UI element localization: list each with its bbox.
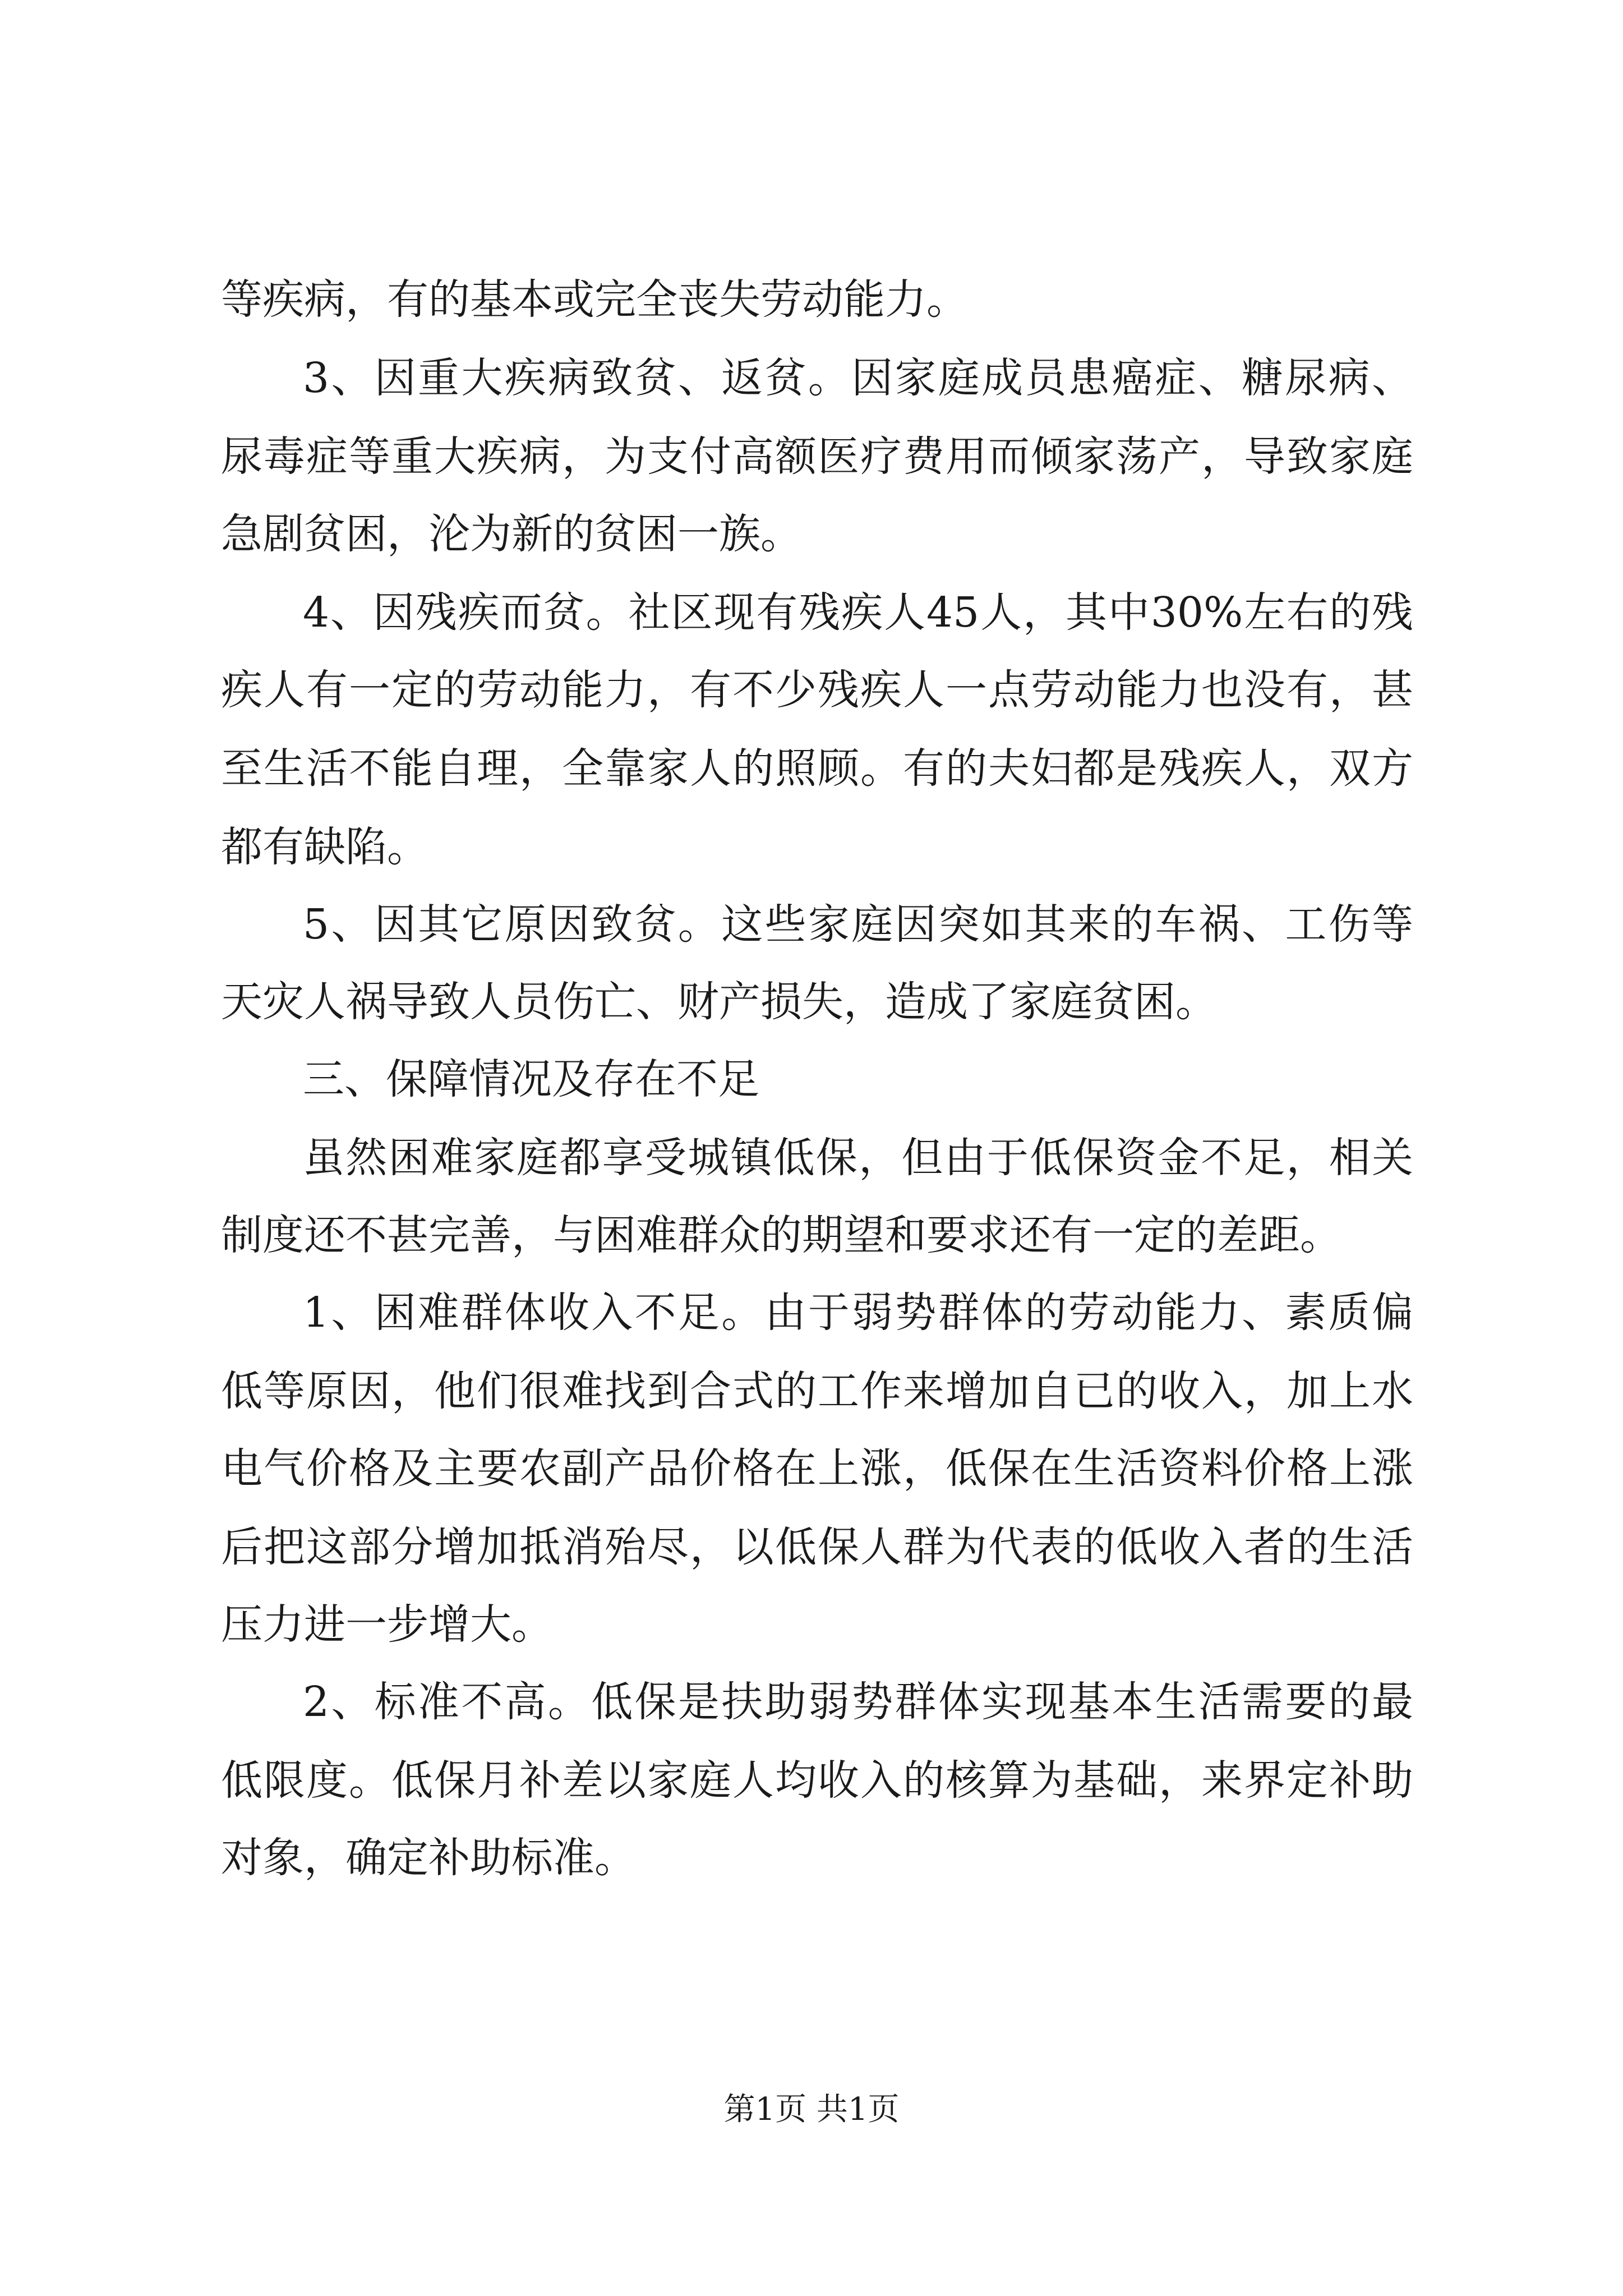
- paragraph-line: 虽然困难家庭都享受城镇低保，但由于低保资金不足，相关: [303, 1134, 1413, 1182]
- paragraph-line: 1、困难群体收入不足。由于弱势群体的劳动能力、素质偏: [303, 1289, 1413, 1337]
- paragraph-line: 急剧贫困，沦为新的贫困一族。: [221, 510, 802, 558]
- paragraph-line: 都有缺陷。: [221, 823, 428, 871]
- paragraph-line: 后把这部分增加抵消殆尽，以低保人群为代表的低收入者的生活: [221, 1523, 1413, 1571]
- section-heading: 三、保障情况及存在不足: [303, 1055, 759, 1103]
- paragraph-line: 等疾病，有的基本或完全丧失劳动能力。: [221, 275, 968, 324]
- paragraph-line: 4、因残疾而贫。社区现有残疾人45人，其中30%左右的残: [303, 588, 1413, 637]
- paragraph-line: 对象，确定补助标准。: [221, 1834, 636, 1882]
- paragraph-line: 制度还不甚完善，与困难群众的期望和要求还有一定的差距。: [221, 1211, 1341, 1259]
- paragraph-line: 疾人有一定的劳动能力，有不少残疾人一点劳动能力也没有，甚: [221, 666, 1413, 714]
- paragraph-line: 至生活不能自理，全靠家人的照顾。有的夫妇都是残疾人，双方: [221, 744, 1413, 793]
- paragraph-line: 5、因其它原因致贫。这些家庭因突如其来的车祸、工伤等: [303, 900, 1413, 949]
- paragraph-line: 电气价格及主要农副产品价格在上涨，低保在生活资料价格上涨: [221, 1444, 1413, 1493]
- paragraph-line: 天灾人祸导致人员伤亡、财产损失，造成了家庭贫困。: [221, 978, 1217, 1026]
- paragraph-line: 压力进一步增大。: [221, 1600, 553, 1649]
- paragraph-line: 低限度。低保月补差以家庭人均收入的核算为基础，来界定补助: [221, 1756, 1413, 1805]
- paragraph-line: 低等原因，他们很难找到合式的工作来增加自已的收入，加上水: [221, 1367, 1413, 1415]
- paragraph-line: 3、因重大疾病致贫、返贫。因家庭成员患癌症、糖尿病、: [303, 354, 1413, 402]
- paragraph-line: 2、标准不高。低保是扶助弱势群体实现基本生活需要的最: [303, 1678, 1413, 1726]
- paragraph-line: 尿毒症等重大疾病，为支付高额医疗费用而倾家荡产，导致家庭: [221, 432, 1413, 481]
- page-footer: 第1页 共1页: [723, 2091, 900, 2128]
